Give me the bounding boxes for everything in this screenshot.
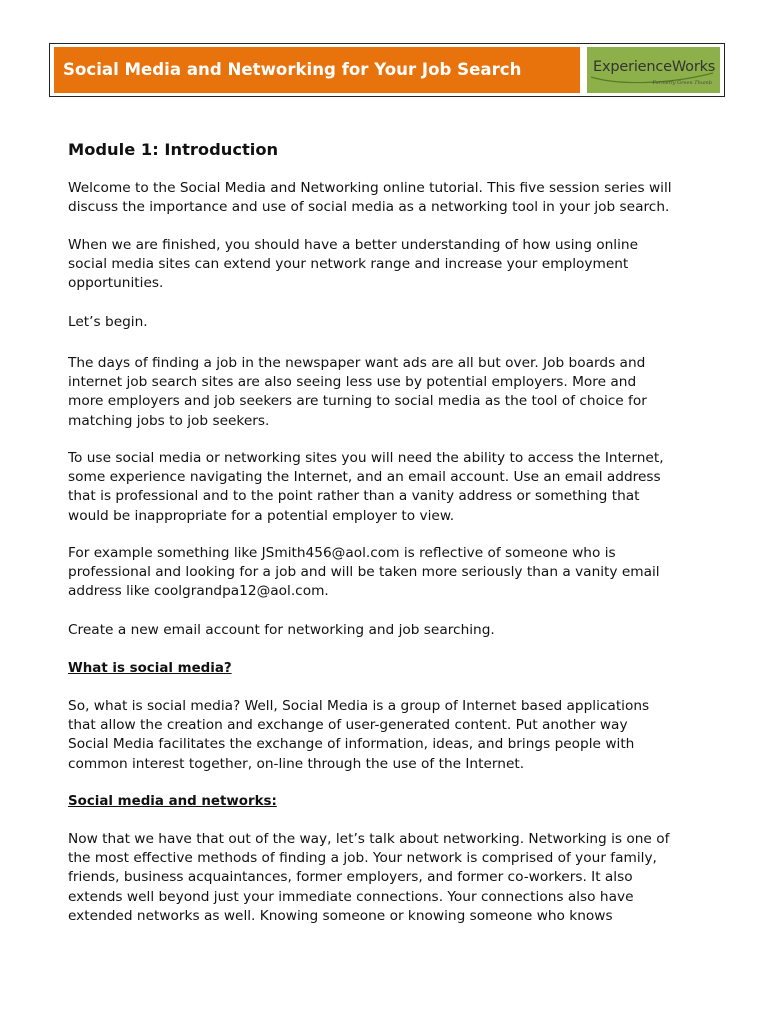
- subheading-social-media-networks: Social media and networks:: [68, 794, 277, 809]
- text-line: To use social media or networking sites you will need the ability to access the Internet,: [68, 450, 664, 466]
- text-line: friends, business acquaintances, former employers, and former co-workers. It also: [68, 869, 633, 886]
- text-line: would be inappropriate for a potential employer to view.: [68, 507, 455, 524]
- text-line: internet job search sites are also seeing less use by potential employers. More and: [68, 374, 637, 391]
- text-line: matching jobs to job seekers.: [68, 412, 270, 429]
- paragraph-email-example: [68, 544, 718, 602]
- text-line: Create a new email account for networking and job searching.: [68, 622, 495, 638]
- module-title: Module 1: Introduction: [68, 140, 279, 159]
- document-title: Social Media and Networking for Your Job Search: [54, 47, 580, 93]
- paragraph-lets-begin: [68, 313, 718, 332]
- paragraph-requirements: [68, 449, 718, 526]
- paragraph-networking: [68, 830, 718, 926]
- paragraph-newspaper-ads: [68, 354, 718, 431]
- text-line: the most effective methods of finding a job. Your network is comprised of your family,: [68, 850, 657, 867]
- text-line: Let’s begin.: [68, 314, 148, 330]
- text-line: Welcome to the Social Media and Networking online tutorial. This five session series will: [68, 180, 672, 196]
- text-line: extended networks as well. Knowing someone or knowing someone who knows: [68, 907, 613, 924]
- text-line: When we are finished, you should have a better understanding of how using online: [68, 237, 639, 253]
- header-banner: [49, 43, 725, 97]
- paragraph-when-finished: [68, 236, 718, 294]
- text-line: address like coolgrandpa12@aol.com.: [68, 583, 329, 600]
- text-line: So, what is social media? Well, Social Media is a group of Internet based applications: [68, 698, 650, 714]
- text-line: social media sites can extend your network range and increase your employment: [68, 256, 629, 273]
- text-line: opportunities.: [68, 275, 164, 292]
- text-line: The days of finding a job in the newspaper want ads are all but over. Job boards and: [68, 355, 646, 371]
- paragraph-create-email: [68, 621, 718, 640]
- logo-tagline: Formerly Green Thumb: [652, 80, 712, 86]
- document-body: [68, 139, 718, 924]
- text-line: more employers and job seekers are turning to social media as the tool of choice for: [68, 393, 647, 410]
- text-line: professional and looking for a job and will be taken more seriously than a vanity email: [68, 564, 660, 581]
- text-line: that is professional and to the point rather than a vanity address or something that: [68, 488, 640, 505]
- text-line: some experience navigating the Internet, and an email account. Use an email address: [68, 469, 661, 486]
- experience-works-logo: [587, 47, 720, 93]
- text-line: common interest together, on-line through the use of the Internet.: [68, 755, 525, 772]
- text-line: discuss the importance and use of social media as a networking tool in your job search.: [68, 199, 670, 216]
- paragraph-welcome: [68, 179, 718, 217]
- paragraph-social-media-definition: [68, 697, 718, 774]
- text-line: Now that we have that out of the way, let’s talk about networking. Networking is one of: [68, 831, 670, 847]
- text-line: extends well beyond just your immediate connections. Your connections also have: [68, 888, 634, 905]
- logo-wordmark: ExperienceWorks: [593, 59, 716, 75]
- subheading-what-is-social-media: What is social media?: [68, 661, 232, 676]
- text-line: For example something like JSmith456@aol.com is reflective of someone who is: [68, 545, 616, 561]
- text-line: Social Media facilitates the exchange of information, ideas, and brings people with: [68, 736, 635, 753]
- text-line: that allow the creation and exchange of user-generated content. Put another way: [68, 717, 628, 734]
